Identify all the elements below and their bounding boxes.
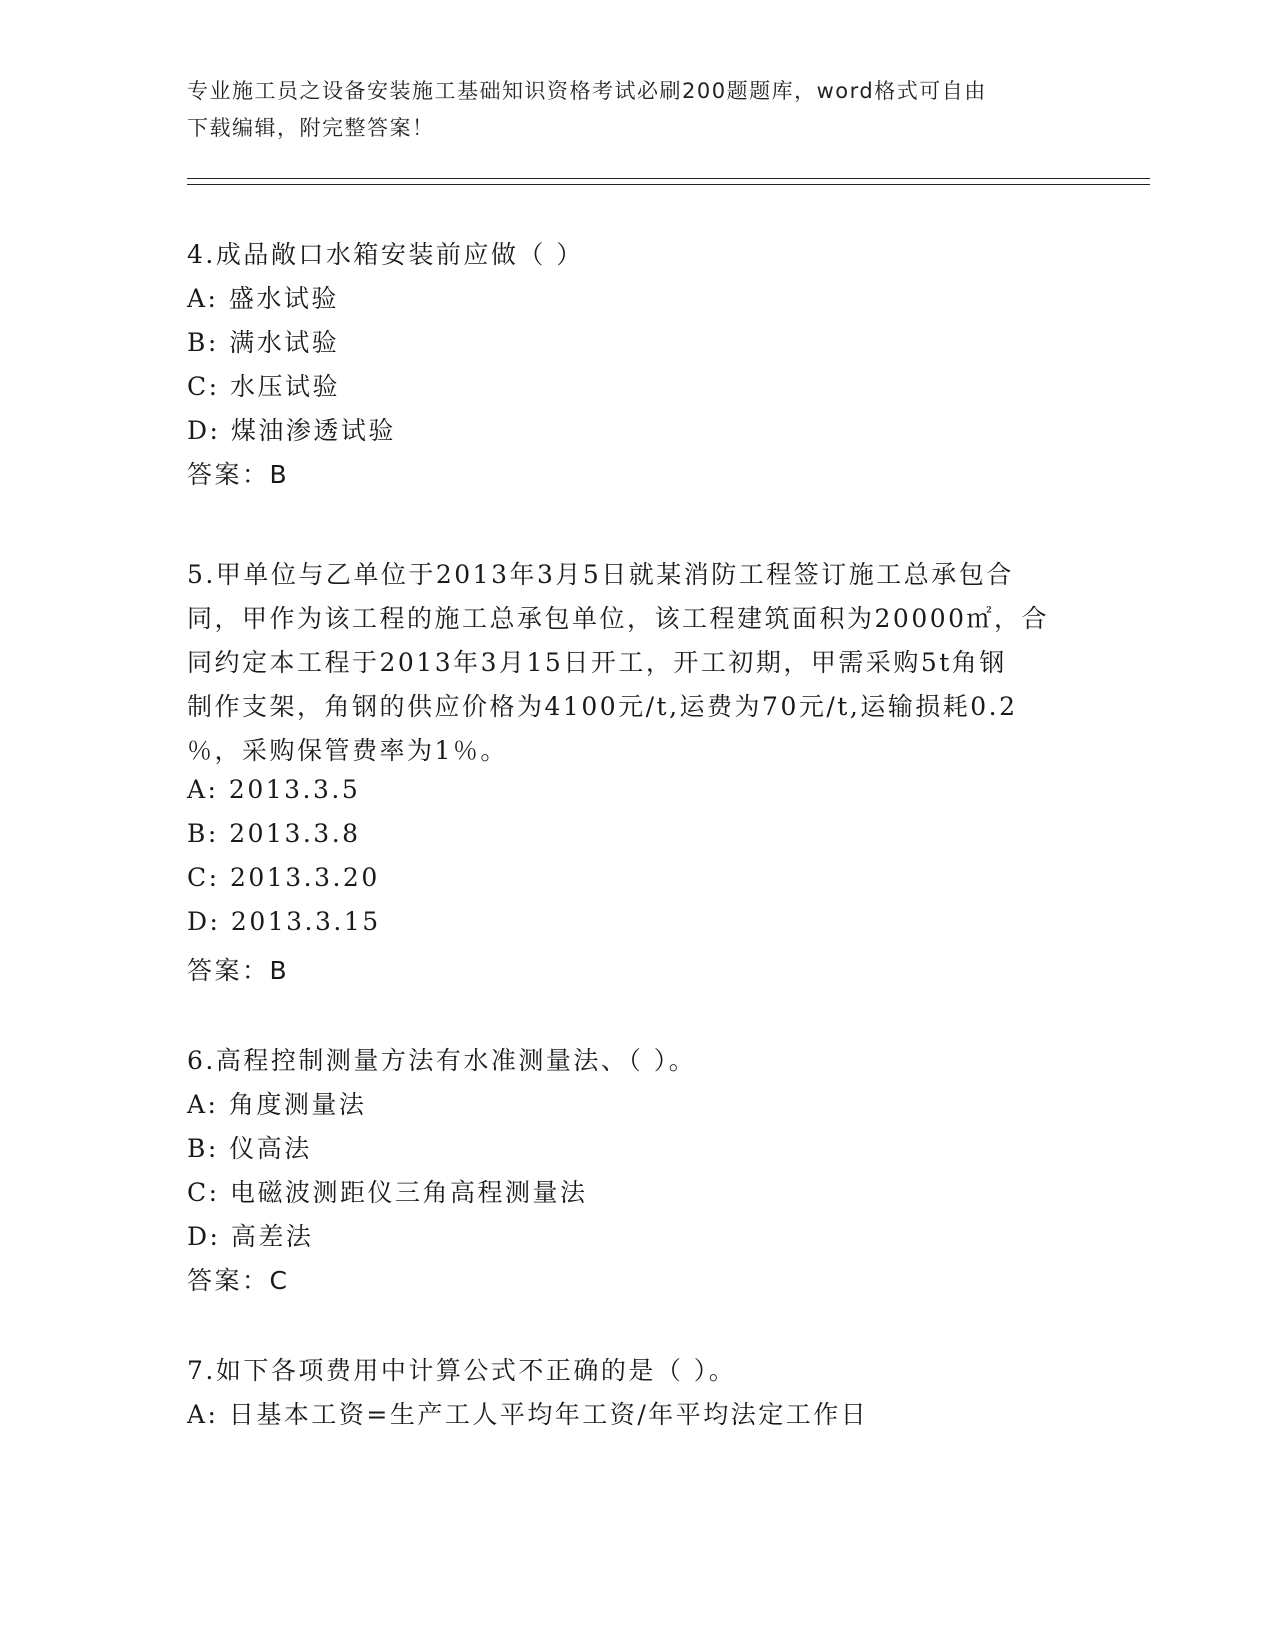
question-6-answer: 答案：C <box>187 1266 290 1295</box>
question-5-option-b: B: 2013.3.8 <box>187 819 361 848</box>
question-4-option-d: D: 煤油渗透试验 <box>187 416 396 445</box>
question-6-option-d: D: 高差法 <box>187 1222 314 1251</box>
question-4-option-a: A: 盛水试验 <box>187 284 339 313</box>
question-7-stem: 7.如下各项费用中计算公式不正确的是（ ）。 <box>187 1356 737 1385</box>
question-4-answer: 答案：B <box>187 460 290 489</box>
question-5-stem-line-1: 5.甲单位与乙单位于2013年3月5日就某消防工程签订施工总承包合 <box>187 560 1014 589</box>
header-divider-top <box>187 178 1150 179</box>
question-4-stem: 4.成品敞口水箱安装前应做（ ） <box>187 240 584 269</box>
document-header <box>187 73 1087 147</box>
question-5-stem-line-3: 同约定本工程于2013年3月15日开工，开工初期，甲需采购5t角钢 <box>187 648 1007 677</box>
question-7-option-a: A: 日基本工资=生产工人平均年工资/年平均法定工作日 <box>187 1400 869 1429</box>
question-5-stem-line-5: ％，采购保管费率为1％。 <box>187 736 508 765</box>
question-4-option-c: C: 水压试验 <box>187 372 340 401</box>
question-5-option-c: C: 2013.3.20 <box>187 863 380 892</box>
question-5-option-a: A: 2013.3.5 <box>187 775 361 804</box>
question-5-option-d: D: 2013.3.15 <box>187 907 381 936</box>
header-divider-bottom <box>187 184 1150 185</box>
question-6-option-c: C: 电磁波测距仪三角高程测量法 <box>187 1178 588 1207</box>
question-5-stem-line-2: 同，甲作为该工程的施工总承包单位，该工程建筑面积为20000㎡，合 <box>187 604 1050 633</box>
question-4-option-b: B: 满水试验 <box>187 328 340 357</box>
question-5-answer: 答案：B <box>187 956 290 985</box>
question-6-stem: 6.高程控制测量方法有水准测量法、（ ）。 <box>187 1046 697 1075</box>
header-line-2: 下载编辑，附完整答案！ <box>187 116 435 140</box>
question-6-option-a: A: 角度测量法 <box>187 1090 367 1119</box>
question-6-option-b: B: 仪高法 <box>187 1134 312 1163</box>
question-5-stem-line-4: 制作支架，角钢的供应价格为4100元/t,运费为70元/t,运输损耗0.2 <box>187 692 1018 721</box>
header-line-1: 专业施工员之设备安装施工基础知识资格考试必刷200题题库，word格式可自由 <box>187 79 987 103</box>
